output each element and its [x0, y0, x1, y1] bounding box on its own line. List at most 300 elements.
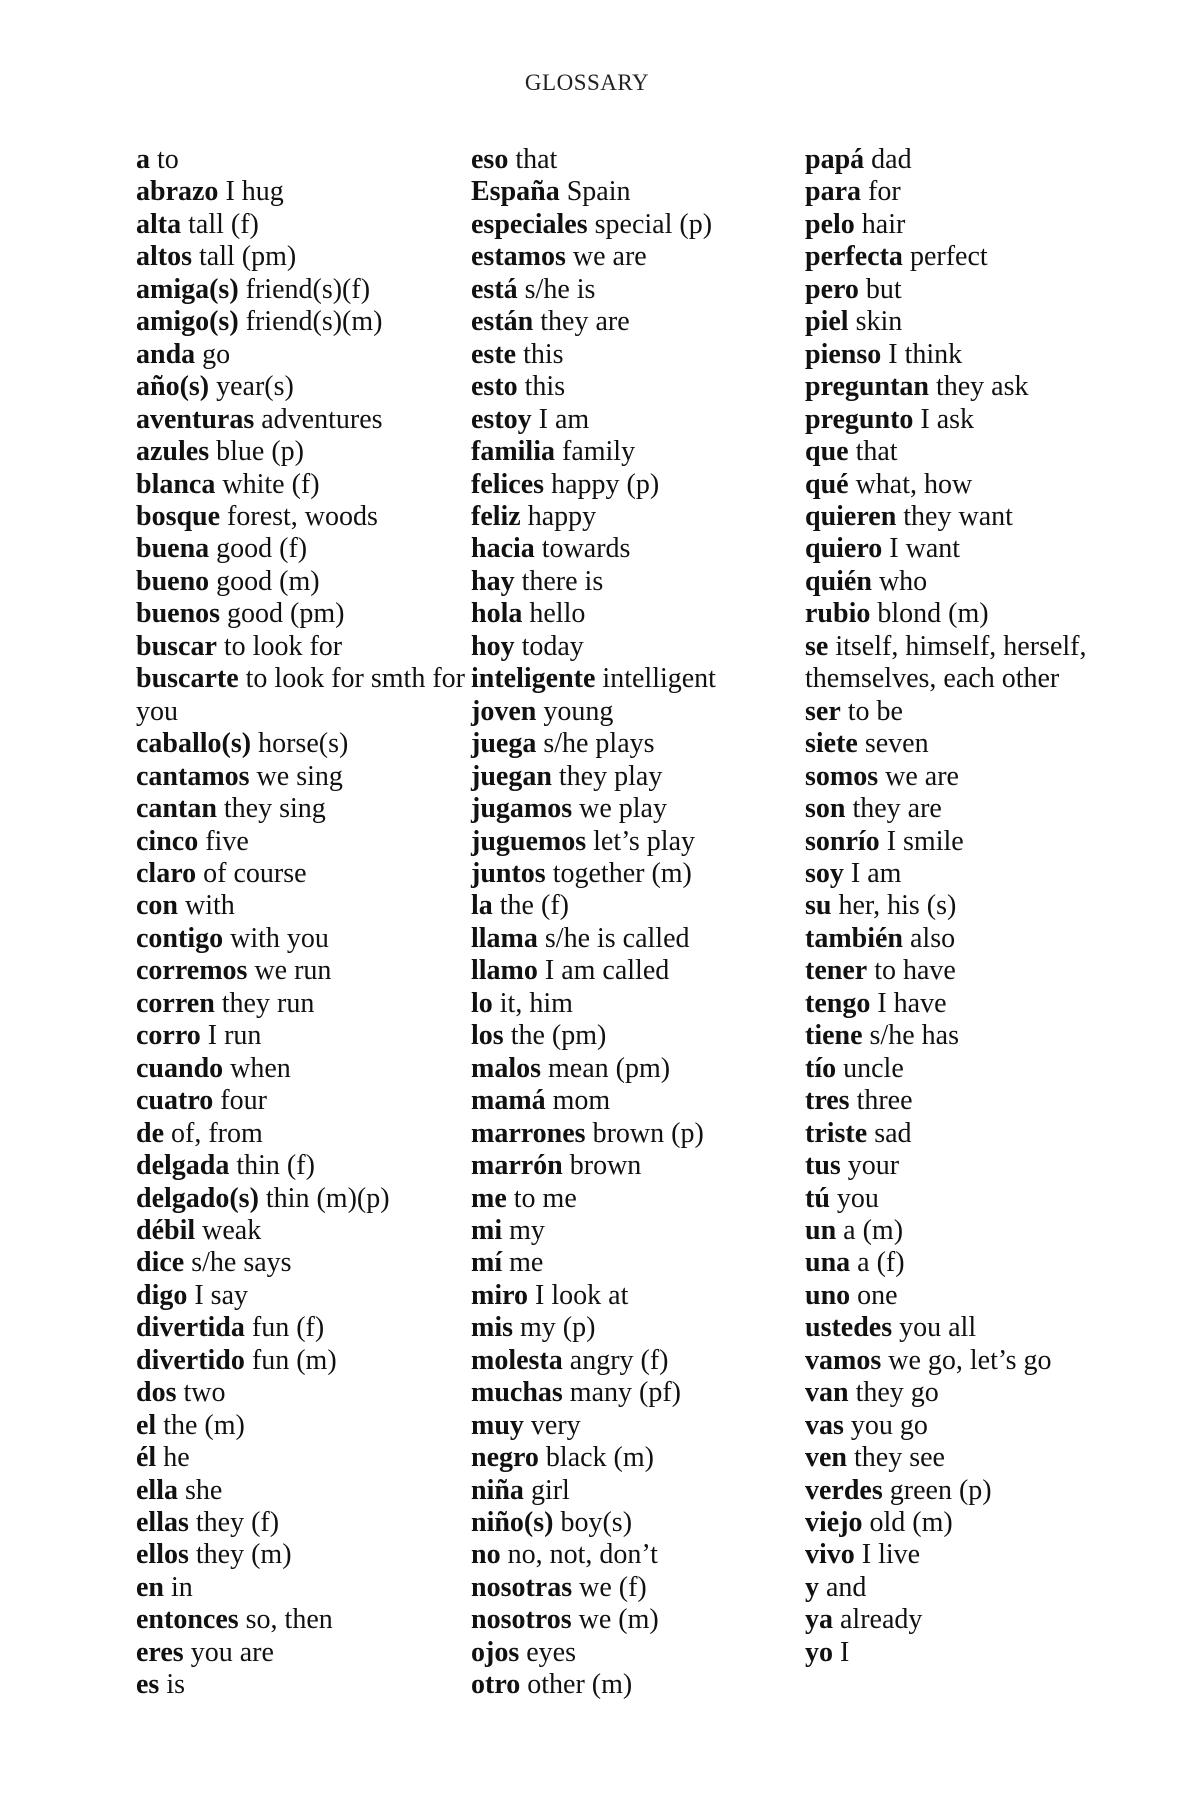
glossary-definition: my (p) — [520, 1312, 596, 1344]
glossary-entry — [805, 176, 1135, 208]
glossary-definition: you all — [899, 1312, 977, 1344]
glossary-entry — [805, 696, 1135, 728]
glossary-term: cuatro — [136, 1085, 214, 1117]
glossary-definition: s/he has — [869, 1020, 959, 1052]
glossary-term: de — [136, 1117, 164, 1149]
glossary-entry — [471, 566, 801, 598]
glossary-definition: what, how — [855, 468, 973, 500]
glossary-term: él — [136, 1442, 157, 1474]
glossary-definition: today — [521, 630, 584, 662]
glossary-term: van — [805, 1377, 849, 1409]
glossary-definition: tall (f) — [188, 208, 259, 240]
glossary-definition: I think — [888, 338, 963, 370]
glossary-definition: I want — [889, 533, 961, 565]
glossary-entry — [136, 404, 466, 436]
glossary-entry — [471, 826, 801, 858]
glossary-definition: boy(s) — [560, 1507, 633, 1539]
glossary-definition: dad — [871, 144, 912, 175]
glossary-definition: s/he plays — [543, 728, 655, 760]
glossary-definition: good (pm) — [227, 598, 345, 630]
glossary-entry — [136, 955, 466, 987]
glossary-entry — [136, 1377, 466, 1409]
glossary-entry — [136, 306, 466, 338]
glossary-term: amiga(s) — [136, 273, 239, 305]
glossary-definition: two — [183, 1377, 226, 1409]
glossary-entry — [471, 144, 801, 176]
glossary-term: miro — [471, 1279, 529, 1311]
glossary-term: amigo(s) — [136, 306, 239, 338]
glossary-entry — [471, 793, 801, 825]
glossary-entry — [136, 858, 466, 890]
glossary-entry — [471, 1150, 801, 1182]
glossary-definition: they (f) — [195, 1507, 280, 1539]
glossary-entry — [471, 469, 801, 501]
glossary-term: tres — [805, 1085, 850, 1117]
glossary-definition: the (m) — [163, 1409, 245, 1441]
glossary-entry — [805, 1215, 1135, 1247]
glossary-entry — [471, 1669, 801, 1701]
glossary-entry — [136, 631, 466, 663]
glossary-definition: we play — [579, 793, 667, 825]
glossary-definition: there is — [521, 565, 604, 597]
glossary-definition: they are — [540, 306, 630, 338]
glossary-term: divertido — [136, 1344, 245, 1376]
glossary-term: un — [805, 1214, 837, 1246]
glossary-definition: the (f) — [499, 890, 569, 922]
glossary-definition: towards — [541, 533, 631, 565]
glossary-entry — [805, 1247, 1135, 1279]
glossary-entry — [471, 1345, 801, 1377]
glossary-definition: hair — [861, 208, 906, 240]
glossary-definition: uncle — [843, 1052, 904, 1084]
glossary-term: pero — [805, 273, 859, 305]
glossary-entry — [805, 1053, 1135, 1085]
glossary-definition: with you — [230, 922, 329, 954]
glossary-entry — [136, 1150, 466, 1182]
glossary-entry — [136, 1475, 466, 1507]
glossary-definition: he — [163, 1442, 190, 1474]
glossary-entry — [471, 533, 801, 565]
glossary-entry — [136, 1247, 466, 1279]
glossary-entry — [805, 1020, 1135, 1052]
glossary-entry — [471, 1637, 801, 1669]
glossary-term: corren — [136, 987, 215, 1019]
glossary-term: papá — [805, 144, 865, 175]
glossary-definition: I have — [877, 987, 947, 1019]
glossary-entry — [805, 1150, 1135, 1182]
glossary-term: buenos — [136, 598, 221, 630]
glossary-term: yo — [805, 1636, 833, 1668]
glossary-entry — [471, 1604, 801, 1636]
glossary-definition: already — [840, 1604, 923, 1636]
glossary-term: están — [471, 306, 534, 338]
glossary-term: pelo — [805, 208, 855, 240]
glossary-definition: that — [855, 436, 898, 468]
glossary-definition: they are — [852, 793, 942, 825]
glossary-definition: they (m) — [195, 1539, 292, 1571]
glossary-entry — [805, 1183, 1135, 1215]
glossary-column-3 — [805, 144, 1135, 1669]
glossary-term: negro — [471, 1442, 539, 1474]
glossary-entry — [471, 241, 801, 273]
glossary-term: molesta — [471, 1344, 563, 1376]
glossary-term: quiero — [805, 533, 883, 565]
glossary-definition: my — [509, 1214, 545, 1246]
glossary-entry — [136, 1118, 466, 1150]
glossary-definition: you are — [190, 1636, 274, 1668]
glossary-entry — [805, 923, 1135, 955]
glossary-definition: so, then — [245, 1604, 333, 1636]
glossary-definition: friend(s)(f) — [245, 273, 371, 305]
glossary-entry — [471, 1085, 801, 1117]
glossary-entry — [471, 598, 801, 630]
glossary-term: esto — [471, 371, 518, 403]
glossary-definition: to have — [874, 955, 956, 987]
glossary-entry — [136, 501, 466, 533]
glossary-entry — [136, 144, 466, 176]
glossary-entry — [136, 988, 466, 1020]
glossary-definition: when — [230, 1052, 291, 1084]
glossary-entry — [805, 1312, 1135, 1344]
glossary-term: preguntan — [805, 371, 929, 403]
glossary-term: cuando — [136, 1052, 224, 1084]
glossary-definition: they see — [854, 1442, 945, 1474]
glossary-column-1 — [136, 144, 466, 1702]
glossary-entry — [805, 501, 1135, 533]
glossary-definition: they want — [903, 500, 1013, 532]
glossary-entry — [805, 1345, 1135, 1377]
glossary-term: mis — [471, 1312, 513, 1344]
glossary-entry — [471, 890, 801, 922]
glossary-term: ya — [805, 1604, 833, 1636]
glossary-definition: girl — [530, 1474, 570, 1506]
glossary-definition: young — [543, 695, 614, 727]
glossary-term: marrón — [471, 1150, 563, 1182]
glossary-term: familia — [471, 436, 555, 468]
glossary-definition: I live — [861, 1539, 921, 1571]
glossary-term: niño(s) — [471, 1507, 554, 1539]
glossary-entry — [136, 1539, 466, 1571]
glossary-definition: let’s play — [593, 825, 695, 857]
glossary-term: vas — [805, 1409, 844, 1441]
glossary-term: tus — [805, 1150, 841, 1182]
glossary-term: piel — [805, 306, 849, 338]
glossary-term: y — [805, 1571, 819, 1603]
glossary-term: feliz — [471, 500, 521, 532]
glossary-entry — [471, 1215, 801, 1247]
glossary-term: caballo(s) — [136, 728, 252, 760]
glossary-definition: mom — [552, 1085, 611, 1117]
glossary-entry — [471, 1183, 801, 1215]
glossary-entry — [471, 728, 801, 760]
glossary-definition: perfect — [909, 241, 988, 273]
glossary-entry — [805, 955, 1135, 987]
glossary-definition: happy — [527, 500, 597, 532]
glossary-entry — [805, 1085, 1135, 1117]
glossary-entry — [136, 1637, 466, 1669]
glossary-entry — [136, 1410, 466, 1442]
glossary-term: también — [805, 922, 903, 954]
glossary-definition: blond (m) — [877, 598, 989, 630]
glossary-entry — [471, 274, 801, 306]
glossary-entry — [805, 1475, 1135, 1507]
glossary-definition: I smile — [886, 825, 964, 857]
glossary-entry — [471, 761, 801, 793]
glossary-term: tener — [805, 955, 868, 987]
glossary-term: azules — [136, 436, 210, 468]
glossary-term: altos — [136, 241, 192, 273]
glossary-definition: I ask — [920, 403, 975, 435]
glossary-definition: angry (f) — [569, 1344, 669, 1376]
glossary-definition: a (m) — [843, 1214, 904, 1246]
glossary-entry — [471, 339, 801, 371]
glossary-definition: thin (f) — [236, 1150, 315, 1182]
glossary-definition: and — [826, 1571, 867, 1603]
glossary-definition: weak — [202, 1214, 262, 1246]
glossary-definition: fun (f) — [251, 1312, 325, 1344]
glossary-term: corremos — [136, 955, 248, 987]
glossary-definition: forest, woods — [227, 500, 378, 532]
glossary-definition: good (m) — [216, 565, 320, 597]
glossary-entry — [471, 306, 801, 338]
glossary-entry — [136, 761, 466, 793]
glossary-definition: you go — [850, 1409, 928, 1441]
glossary-term: la — [471, 890, 493, 922]
glossary-entry — [471, 1118, 801, 1150]
glossary-term: con — [136, 890, 178, 922]
glossary-term: este — [471, 338, 517, 370]
glossary-entry — [805, 1377, 1135, 1409]
glossary-term: ven — [805, 1442, 847, 1474]
glossary-term: está — [471, 273, 518, 305]
glossary-definition: we (m) — [578, 1604, 659, 1636]
glossary-definition: hello — [529, 598, 586, 630]
glossary-entry — [471, 1053, 801, 1085]
glossary-term: cinco — [136, 825, 199, 857]
glossary-definition: we sing — [256, 760, 343, 792]
glossary-term: vivo — [805, 1539, 855, 1571]
glossary-entry — [805, 144, 1135, 176]
glossary-term: una — [805, 1247, 851, 1279]
glossary-term: que — [805, 436, 849, 468]
glossary-entry — [136, 533, 466, 565]
glossary-definition: five — [205, 825, 249, 857]
glossary-term: viejo — [805, 1507, 863, 1539]
glossary-definition: me — [509, 1247, 544, 1279]
page-title: GLOSSARY — [524, 70, 650, 95]
glossary-term: rubio — [805, 598, 871, 630]
glossary-definition: they play — [558, 760, 663, 792]
glossary-term: felices — [471, 468, 545, 500]
glossary-definition: who — [878, 565, 928, 597]
glossary-term: blanca — [136, 468, 216, 500]
glossary-term: se — [805, 630, 829, 662]
glossary-entry — [471, 209, 801, 241]
glossary-entry — [136, 1604, 466, 1636]
glossary-definition: together (m) — [552, 857, 692, 889]
glossary-entry — [805, 1410, 1135, 1442]
glossary-definition: sad — [874, 1117, 912, 1149]
glossary-term: eso — [471, 144, 509, 175]
glossary-definition: horse(s) — [258, 728, 349, 760]
glossary-entry — [136, 1507, 466, 1539]
glossary-entry — [471, 176, 801, 208]
glossary-term: tú — [805, 1182, 830, 1214]
glossary-entry — [805, 1572, 1135, 1604]
glossary-term: ojos — [471, 1636, 520, 1668]
glossary-entry — [136, 923, 466, 955]
glossary-entry — [136, 566, 466, 598]
glossary-definition: happy (p) — [551, 468, 660, 500]
glossary-term: ellos — [136, 1539, 189, 1571]
glossary-definition: itself, himself, herself, themselves, each other — [805, 630, 1087, 695]
glossary-term: jugamos — [471, 793, 573, 825]
glossary-term: malos — [471, 1052, 541, 1084]
glossary-definition: very — [530, 1409, 581, 1441]
glossary-definition: to be — [847, 695, 903, 727]
glossary-entry — [136, 339, 466, 371]
glossary-term: otro — [471, 1669, 521, 1701]
glossary-entry — [805, 1539, 1135, 1571]
glossary-term: hola — [471, 598, 523, 630]
glossary-entry — [136, 209, 466, 241]
glossary-entry — [805, 728, 1135, 760]
glossary-definition: intelligent — [602, 663, 716, 695]
glossary-entry — [136, 1345, 466, 1377]
glossary-term: quieren — [805, 500, 897, 532]
glossary-entry — [805, 209, 1135, 241]
glossary-definition: other (m) — [527, 1669, 633, 1701]
glossary-term: cantamos — [136, 760, 250, 792]
glossary-term: nosotros — [471, 1604, 572, 1636]
glossary-definition: her, his (s) — [838, 890, 957, 922]
glossary-definition: I am — [538, 403, 590, 435]
glossary-term: buscarte — [136, 663, 239, 695]
glossary-definition: but — [865, 273, 902, 305]
glossary-definition: to look for smth for you — [136, 663, 465, 727]
glossary-entry — [136, 793, 466, 825]
glossary-definition: mean (pm) — [548, 1052, 671, 1084]
glossary-entry — [805, 404, 1135, 436]
glossary-definition: to me — [513, 1182, 577, 1214]
glossary-term: juegan — [471, 760, 552, 792]
glossary-entry — [136, 176, 466, 208]
glossary-term: bueno — [136, 565, 210, 597]
glossary-entry — [471, 1442, 801, 1474]
glossary-term: siete — [805, 728, 858, 760]
glossary-entry — [805, 1637, 1135, 1669]
glossary-term: ellas — [136, 1507, 189, 1539]
glossary-definition: I am — [850, 857, 902, 889]
glossary-term: llama — [471, 922, 538, 954]
glossary-term: mí — [471, 1247, 503, 1279]
glossary-term: uno — [805, 1279, 851, 1311]
glossary-definition: thin (m)(p) — [265, 1182, 390, 1214]
glossary-term: delgado(s) — [136, 1182, 259, 1214]
glossary-definition: of, from — [171, 1117, 263, 1149]
glossary-definition: brown — [569, 1150, 642, 1182]
glossary-term: alta — [136, 208, 182, 240]
glossary-entry — [471, 988, 801, 1020]
glossary-entry — [471, 696, 801, 728]
glossary-entry — [805, 566, 1135, 598]
glossary-definition: for — [868, 176, 901, 208]
glossary-term: juguemos — [471, 825, 587, 857]
glossary-term: vamos — [805, 1344, 882, 1376]
glossary-definition: seven — [864, 728, 929, 760]
glossary-entry — [805, 858, 1135, 890]
glossary-entry — [805, 241, 1135, 273]
glossary-term: el — [136, 1409, 157, 1441]
glossary-definition: one — [857, 1279, 898, 1311]
glossary-term: bosque — [136, 500, 221, 532]
glossary-definition: old (m) — [869, 1507, 953, 1539]
glossary-definition: many (pf) — [569, 1377, 681, 1409]
glossary-entry — [136, 1183, 466, 1215]
glossary-term: claro — [136, 857, 197, 889]
glossary-definition: is — [166, 1669, 186, 1701]
glossary-entry — [471, 631, 801, 663]
glossary-definition: no, not, don’t — [507, 1539, 658, 1571]
glossary-definition: tall (pm) — [199, 241, 297, 273]
glossary-term: ella — [136, 1474, 178, 1506]
glossary-term: ser — [805, 695, 841, 727]
glossary-definition: go — [202, 338, 231, 370]
glossary-term: es — [136, 1669, 160, 1701]
glossary-entry — [136, 1572, 466, 1604]
glossary-term: muchas — [471, 1377, 563, 1409]
glossary-entry — [471, 436, 801, 468]
glossary-entry — [471, 501, 801, 533]
glossary-definition: I — [840, 1636, 850, 1668]
glossary-definition: three — [856, 1085, 913, 1117]
glossary-term: estamos — [471, 241, 566, 273]
glossary-term: dice — [136, 1247, 185, 1279]
glossary-definition: fun (m) — [251, 1344, 337, 1376]
glossary-term: abrazo — [136, 176, 219, 208]
glossary-term: los — [471, 1020, 504, 1052]
glossary-term: tío — [805, 1052, 837, 1084]
glossary-definition: s/he says — [191, 1247, 292, 1279]
glossary-term: verdes — [805, 1474, 883, 1506]
glossary-entry — [136, 241, 466, 273]
glossary-definition: white (f) — [222, 468, 320, 500]
glossary-definition: we are — [885, 760, 959, 792]
glossary-term: inteligente — [471, 663, 596, 695]
glossary-term: llamo — [471, 955, 538, 987]
glossary-term: débil — [136, 1214, 196, 1246]
glossary-entry — [136, 598, 466, 630]
glossary-term: triste — [805, 1117, 868, 1149]
glossary-term: soy — [805, 857, 844, 889]
glossary-term: para — [805, 176, 861, 208]
glossary-definition: skin — [855, 306, 903, 338]
glossary-definition: green (p) — [889, 1474, 992, 1506]
glossary-term: digo — [136, 1279, 188, 1311]
glossary-entry — [136, 826, 466, 858]
glossary-entry — [805, 274, 1135, 306]
glossary-term: tiene — [805, 1020, 863, 1052]
glossary-entry — [471, 1247, 801, 1279]
glossary-term: niña — [471, 1474, 524, 1506]
glossary-entry — [471, 1539, 801, 1571]
glossary-term: sonrío — [805, 825, 880, 857]
glossary-entry — [471, 663, 801, 695]
glossary-term: anda — [136, 338, 196, 370]
glossary-definition: Spain — [566, 176, 631, 208]
glossary-entry — [805, 306, 1135, 338]
glossary-entry — [805, 1604, 1135, 1636]
